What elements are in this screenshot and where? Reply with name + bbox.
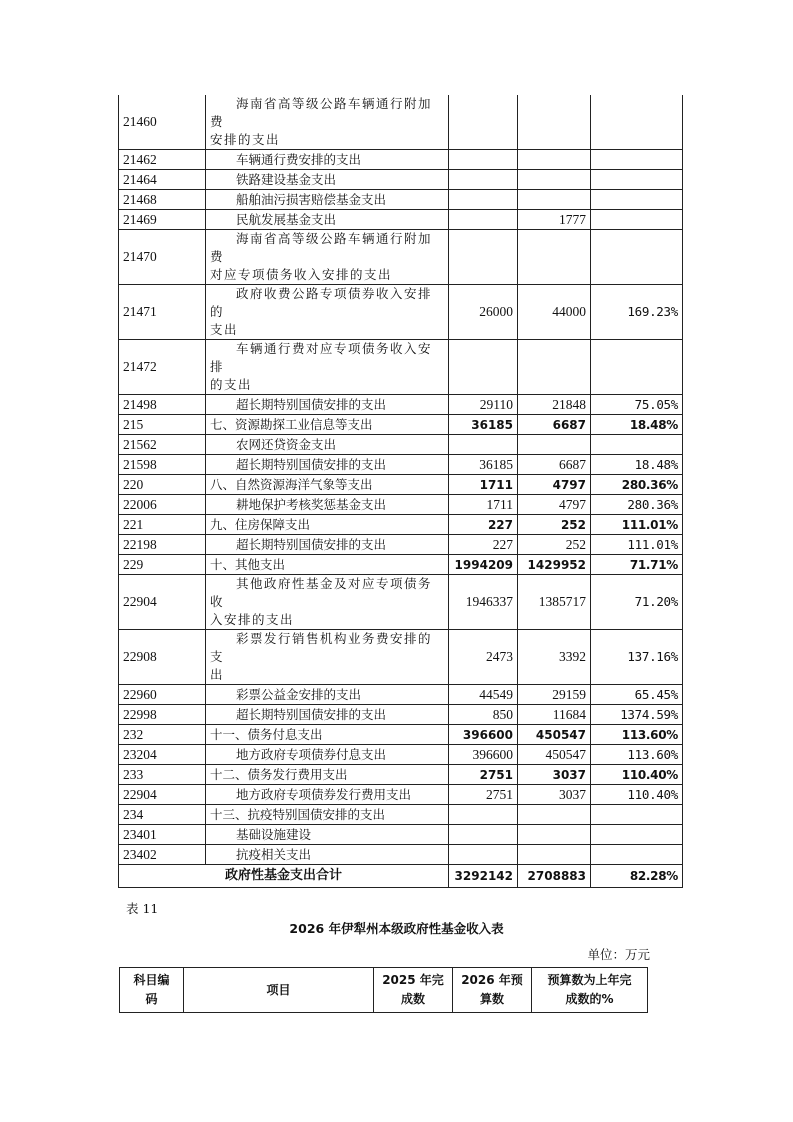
row-item-line2: 安排的支出 [210,132,281,147]
row-item [206,340,449,395]
header-2025 [374,968,453,1013]
row-percentage: 137.16% [591,630,683,685]
row-code: 234 [119,805,206,825]
header-2025-line2: 成数 [400,992,425,1006]
row-code: 21469 [119,210,206,230]
table-row [119,785,683,805]
row-percentage: 111.01% [591,535,683,555]
row-item: 地方政府专项债券发行费用支出 [206,785,449,805]
row-2025-actual: 227 [449,515,518,535]
row-code: 21464 [119,170,206,190]
row-2025-actual: 1946337 [449,575,518,630]
row-2026-budget: 1777 [518,210,591,230]
table-row [119,685,683,705]
row-item: 超长期特别国债安排的支出 [206,705,449,725]
row-2026-budget: 1429952 [518,555,591,575]
row-percentage [591,230,683,285]
row-2026-budget: 4797 [518,495,591,515]
header-pct-line2: 成数的% [565,992,614,1006]
table-row [119,495,683,515]
row-item-line2: 的支出 [210,377,253,392]
row-item: 十一、债务付息支出 [206,725,449,745]
row-item-line1: 车辆通行费对应专项债务收入安排 [210,341,433,374]
row-2026-budget: 44000 [518,285,591,340]
table-row [119,190,683,210]
table-row [119,725,683,745]
row-2026-budget [518,845,591,865]
table-row [119,395,683,415]
header-code-line1: 科目编 [133,973,170,987]
row-2025-actual [449,190,518,210]
row-percentage [591,210,683,230]
row-2025-actual: 2473 [449,630,518,685]
row-item [206,575,449,630]
row-item-line1: 海南省高等级公路车辆通行附加费 [210,231,433,264]
row-percentage [591,340,683,395]
row-code: 21462 [119,150,206,170]
row-item: 车辆通行费安排的支出 [206,150,449,170]
row-item: 超长期特别国债安排的支出 [206,535,449,555]
expense-table [118,95,683,888]
row-item [206,285,449,340]
row-percentage: 110.40% [591,765,683,785]
row-percentage [591,435,683,455]
row-code: 21470 [119,230,206,285]
row-code: 21562 [119,435,206,455]
row-code: 232 [119,725,206,745]
row-item: 农网还贷资金支出 [206,435,449,455]
total-label: 政府性基金支出合计 [119,865,449,888]
row-2026-budget: 450547 [518,725,591,745]
row-item: 地方政府专项债券付息支出 [206,745,449,765]
row-2026-budget [518,95,591,150]
table-row [119,170,683,190]
table-row [119,825,683,845]
table-row [119,745,683,765]
total-percentage: 82.28% [591,865,683,888]
table-row [119,555,683,575]
row-code: 229 [119,555,206,575]
row-percentage: 111.01% [591,515,683,535]
row-2025-actual [449,435,518,455]
row-code: 220 [119,475,206,495]
row-2026-budget: 3037 [518,785,591,805]
row-item-line2: 入安排的支出 [210,612,295,627]
header-code-line2: 码 [145,992,158,1006]
table-row [119,455,683,475]
row-percentage: 110.40% [591,785,683,805]
row-item: 铁路建设基金支出 [206,170,449,190]
header-code [120,968,184,1013]
row-2025-actual: 29110 [449,395,518,415]
row-2025-actual [449,230,518,285]
row-code: 21472 [119,340,206,395]
expense-table-body [119,95,683,888]
row-code: 21468 [119,190,206,210]
row-2026-budget: 29159 [518,685,591,705]
row-code: 22998 [119,705,206,725]
row-percentage: 65.45% [591,685,683,705]
row-2025-actual [449,825,518,845]
table-row [119,285,683,340]
row-2026-budget: 6687 [518,415,591,435]
row-code: 21498 [119,395,206,415]
row-code: 21598 [119,455,206,475]
table-row [119,845,683,865]
table-row [119,630,683,685]
total-2026-budget: 2708883 [518,865,591,888]
row-item: 船舶油污损害赔偿基金支出 [206,190,449,210]
row-code: 21460 [119,95,206,150]
total-2025-actual: 3292142 [449,865,518,888]
row-item: 彩票公益金安排的支出 [206,685,449,705]
row-code: 233 [119,765,206,785]
row-2026-budget: 450547 [518,745,591,765]
row-item: 民航发展基金支出 [206,210,449,230]
row-2026-budget: 11684 [518,705,591,725]
row-code: 21471 [119,285,206,340]
row-item [206,630,449,685]
row-percentage: 169.23% [591,285,683,340]
row-item: 抗疫相关支出 [206,845,449,865]
row-2025-actual [449,340,518,395]
row-item [206,230,449,285]
row-2026-budget [518,435,591,455]
row-2025-actual: 396600 [449,725,518,745]
row-code: 22006 [119,495,206,515]
table-row [119,705,683,725]
header-2026-line1: 2026 年预 [461,973,523,987]
row-percentage: 75.05% [591,395,683,415]
row-2026-budget [518,805,591,825]
table-row [119,435,683,455]
row-percentage: 113.60% [591,725,683,745]
row-2025-actual: 2751 [449,765,518,785]
row-2026-budget [518,340,591,395]
row-2025-actual: 36185 [449,415,518,435]
table-row [119,95,683,150]
row-item-line2: 出 [210,667,225,682]
row-code: 22198 [119,535,206,555]
header-2026-line2: 算数 [479,992,504,1006]
row-2026-budget: 252 [518,515,591,535]
row-item-line1: 海南省高等级公路车辆通行附加费 [210,96,433,129]
row-code: 23401 [119,825,206,845]
table-row [119,515,683,535]
table-row [119,475,683,495]
header-2026 [453,968,532,1013]
row-percentage: 71.71% [591,555,683,575]
row-2025-actual: 850 [449,705,518,725]
row-2026-budget: 6687 [518,455,591,475]
row-2025-actual [449,170,518,190]
row-2026-budget: 252 [518,535,591,555]
table-row [119,765,683,785]
row-2025-actual [449,95,518,150]
row-item: 七、资源勘探工业信息等支出 [206,415,449,435]
row-2026-budget [518,230,591,285]
row-percentage [591,190,683,210]
table-row [119,340,683,395]
header-pct [532,968,648,1013]
row-2025-actual: 1994209 [449,555,518,575]
row-percentage [591,805,683,825]
row-code: 23402 [119,845,206,865]
table-row [119,210,683,230]
row-percentage: 18.48% [591,455,683,475]
row-percentage [591,150,683,170]
row-item-line1: 其他政府性基金及对应专项债务收 [210,576,433,609]
row-2025-actual: 227 [449,535,518,555]
row-2026-budget [518,170,591,190]
row-2025-actual [449,845,518,865]
row-percentage: 280.36% [591,495,683,515]
row-2026-budget: 3392 [518,630,591,685]
row-item-line1: 政府收费公路专项债券收入安排的 [210,286,433,319]
row-2025-actual: 396600 [449,745,518,765]
row-item: 耕地保护考核奖惩基金支出 [206,495,449,515]
row-code: 22904 [119,575,206,630]
table-number: 表 11 [126,901,159,916]
row-item: 十二、债务发行费用支出 [206,765,449,785]
row-2026-budget: 3037 [518,765,591,785]
row-code: 22904 [119,785,206,805]
row-2025-actual [449,210,518,230]
row-item: 十三、抗疫特别国债安排的支出 [206,805,449,825]
row-percentage: 113.60% [591,745,683,765]
row-code: 221 [119,515,206,535]
row-item-line2: 支出 [210,322,239,337]
table-title: 2026 年伊犁州本级政府性基金收入表 [289,921,504,936]
row-2026-budget: 21848 [518,395,591,415]
table-row [119,805,683,825]
table-row [119,535,683,555]
header-item: 项目 [184,968,374,1013]
row-item-line1: 彩票发行销售机构业务费安排的支 [210,631,433,664]
row-code: 22908 [119,630,206,685]
row-2026-budget [518,150,591,170]
row-2026-budget [518,825,591,845]
row-percentage [591,95,683,150]
row-item: 超长期特别国债安排的支出 [206,455,449,475]
row-percentage: 71.20% [591,575,683,630]
row-code: 23204 [119,745,206,765]
row-item-line2: 对应专项债务收入安排的支出 [210,267,393,282]
row-percentage [591,845,683,865]
row-item [206,95,449,150]
header-2025-line1: 2025 年完 [382,973,444,987]
revenue-table-header [119,967,648,1013]
row-2025-actual: 36185 [449,455,518,475]
table-row [119,150,683,170]
unit-label: 单位：万元 [587,947,650,962]
row-2025-actual: 1711 [449,495,518,515]
row-2025-actual [449,805,518,825]
row-item: 十、其他支出 [206,555,449,575]
table-row [119,230,683,285]
row-percentage [591,170,683,190]
row-2025-actual: 1711 [449,475,518,495]
row-2026-budget: 4797 [518,475,591,495]
row-2025-actual: 2751 [449,785,518,805]
row-2026-budget [518,190,591,210]
row-percentage: 280.36% [591,475,683,495]
row-item: 基础设施建设 [206,825,449,845]
row-2025-actual: 26000 [449,285,518,340]
row-2025-actual: 44549 [449,685,518,705]
row-item: 八、自然资源海洋气象等支出 [206,475,449,495]
row-code: 22960 [119,685,206,705]
row-percentage: 1374.59% [591,705,683,725]
row-percentage [591,825,683,845]
total-row [119,865,683,888]
row-item: 超长期特别国债安排的支出 [206,395,449,415]
header-row [120,968,648,1013]
row-item: 九、住房保障支出 [206,515,449,535]
table-row [119,575,683,630]
header-pct-line1: 预算数为上年完 [547,973,632,987]
row-2026-budget: 1385717 [518,575,591,630]
row-2025-actual [449,150,518,170]
row-percentage: 18.48% [591,415,683,435]
table-row [119,415,683,435]
row-code: 215 [119,415,206,435]
